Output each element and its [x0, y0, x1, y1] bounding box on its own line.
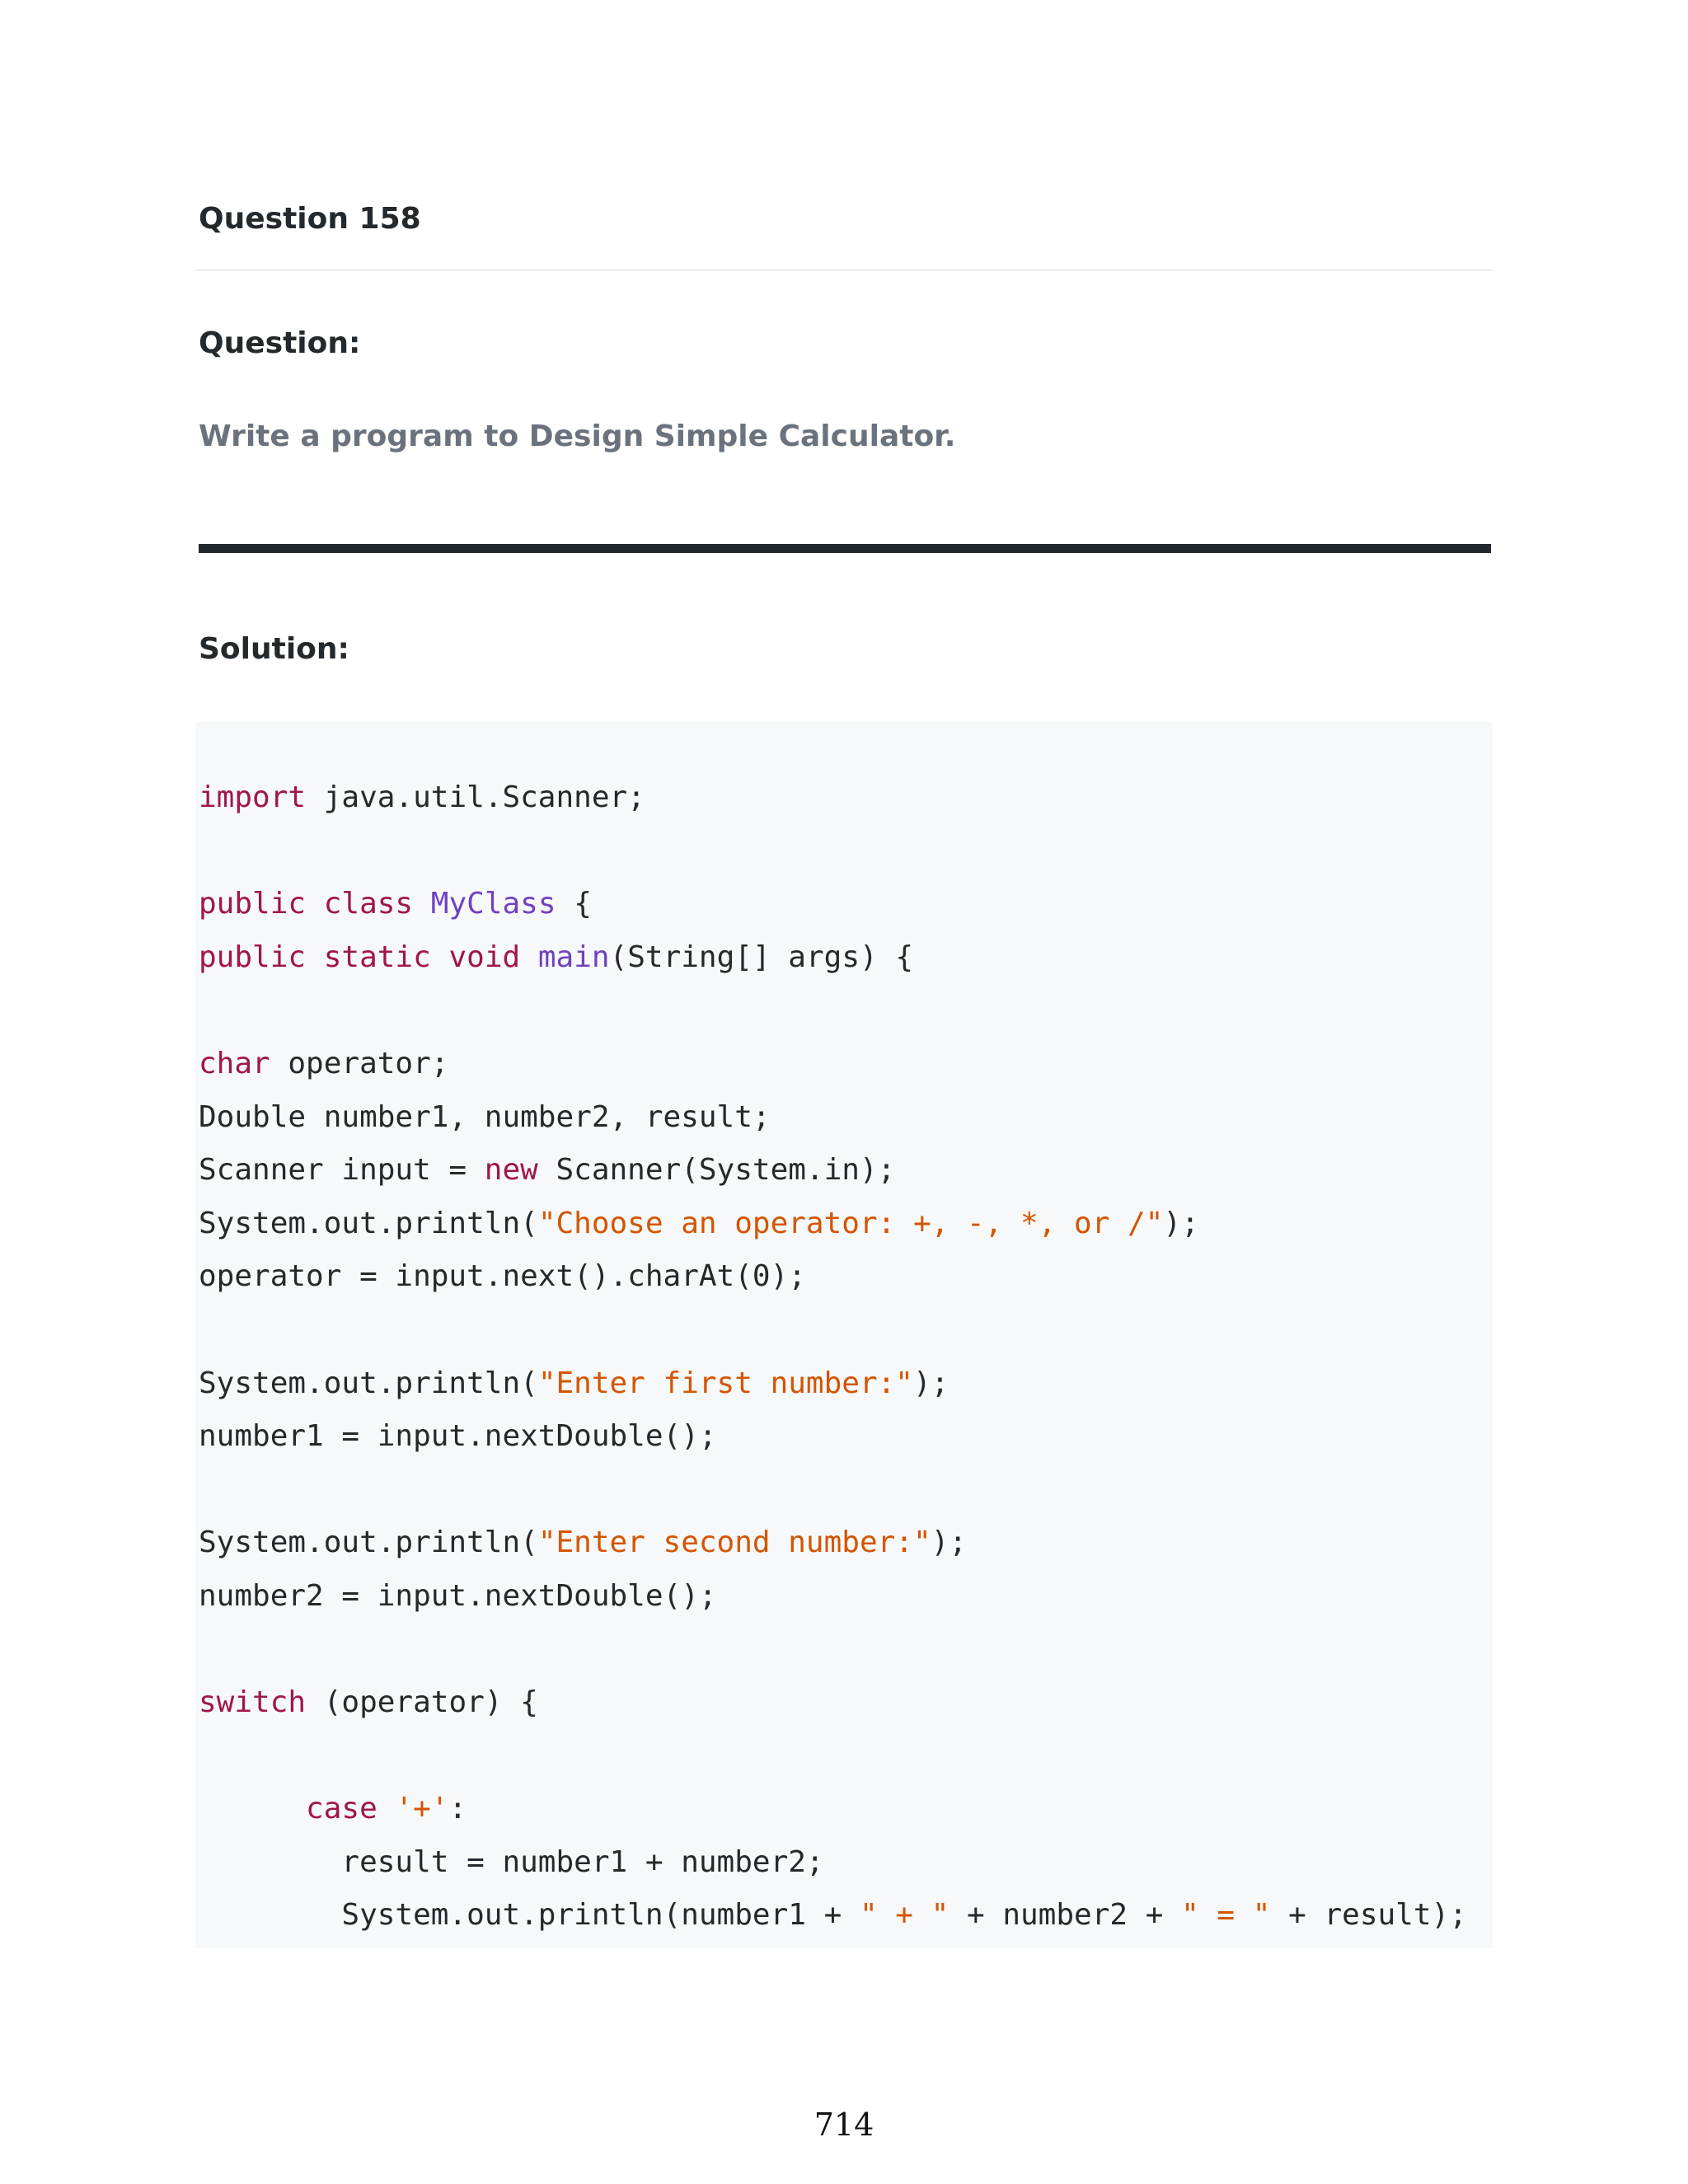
code-line: [199, 1889, 1493, 1943]
code-string: "Enter second number:": [537, 1526, 931, 1560]
code-line: [199, 1836, 1493, 1890]
code-text: operator = input.next().charAt(0);: [199, 1259, 806, 1294]
code-keyword: public: [199, 940, 307, 974]
code-text: [413, 887, 431, 921]
code-text: System.out.println(: [199, 1206, 538, 1240]
code-text: [377, 1792, 396, 1825]
code-text: [520, 940, 538, 974]
code-line: [199, 1410, 1493, 1464]
solution-label: Solution:: [199, 632, 349, 666]
code-string: " + ": [859, 1898, 950, 1933]
heading-divider: [195, 269, 1493, 271]
code-text: );: [912, 1366, 950, 1400]
section-divider: [199, 544, 1491, 553]
code-text: {: [556, 887, 592, 921]
code-text: :: [448, 1792, 467, 1826]
code-keyword: case: [306, 1792, 377, 1826]
code-string: "Choose an operator: +, -, *, or /": [537, 1206, 1164, 1240]
code-text: Double number1, number2, result;: [199, 1099, 771, 1134]
code-text: );: [931, 1526, 967, 1560]
code-keyword: new: [484, 1153, 538, 1188]
code-line: [199, 1676, 1493, 1730]
code-line: [199, 1250, 1493, 1304]
code-line: [199, 984, 1493, 1038]
code-keyword: class: [323, 887, 414, 921]
code-line: [199, 771, 1493, 825]
code-keyword: char: [199, 1046, 270, 1080]
code-text: Scanner(System.in);: [537, 1153, 896, 1188]
code-text: (String[] args) {: [609, 940, 914, 974]
question-number-heading: Question 158: [199, 202, 421, 236]
code-text: + result);: [1270, 1898, 1467, 1933]
code-text: [199, 1792, 306, 1825]
code-text: java.util.Scanner;: [306, 780, 645, 814]
code-text: [306, 887, 324, 921]
question-label: Question:: [199, 326, 361, 360]
code-line: [199, 931, 1493, 985]
code-text: [431, 940, 449, 974]
question-text: Write a program to Design Simple Calculator.: [199, 419, 956, 453]
code-block: [195, 722, 1493, 1948]
code-line: [199, 1091, 1493, 1145]
code-line: [199, 878, 1493, 931]
code-line: [199, 1730, 1493, 1783]
code-line: [199, 1357, 1493, 1411]
code-text: result = number1 + number2;: [199, 1844, 824, 1879]
code-text: operator;: [270, 1046, 449, 1080]
code-keyword: static: [323, 940, 431, 974]
code-identifier: MyClass: [430, 887, 556, 921]
code-line: [199, 1464, 1493, 1517]
code-keyword: public: [199, 887, 307, 921]
code-text: System.out.println(: [199, 1526, 538, 1560]
code-line: [199, 1304, 1493, 1357]
code-keyword: import: [199, 780, 307, 814]
code-text: + number2 +: [949, 1898, 1182, 1933]
code-line: [199, 1783, 1493, 1836]
code-text: Scanner input =: [199, 1153, 485, 1188]
code-line: [199, 1624, 1493, 1677]
code-text: number1 = input.nextDouble();: [199, 1419, 717, 1454]
code-text: System.out.println(: [199, 1366, 538, 1400]
code-string: "Enter first number:": [537, 1366, 913, 1400]
code-text: System.out.println(number1 +: [199, 1898, 860, 1933]
code-line: [199, 1038, 1493, 1091]
code-line: [199, 1516, 1493, 1570]
code-text: );: [1163, 1206, 1199, 1240]
code-line: [199, 1570, 1493, 1624]
code-text: [306, 940, 324, 974]
code-string: '+': [395, 1792, 449, 1826]
code-line: [199, 1144, 1493, 1197]
code-text: number2 = input.nextDouble();: [199, 1578, 717, 1613]
code-line: [199, 1197, 1493, 1251]
code-keyword: switch: [199, 1685, 307, 1720]
code-string: " = ": [1181, 1898, 1271, 1933]
page-number: 714: [814, 2107, 874, 2143]
code-identifier: main: [537, 940, 610, 974]
code-keyword: void: [448, 940, 521, 974]
code-line: [199, 825, 1493, 879]
code-text: (operator) {: [306, 1685, 538, 1720]
